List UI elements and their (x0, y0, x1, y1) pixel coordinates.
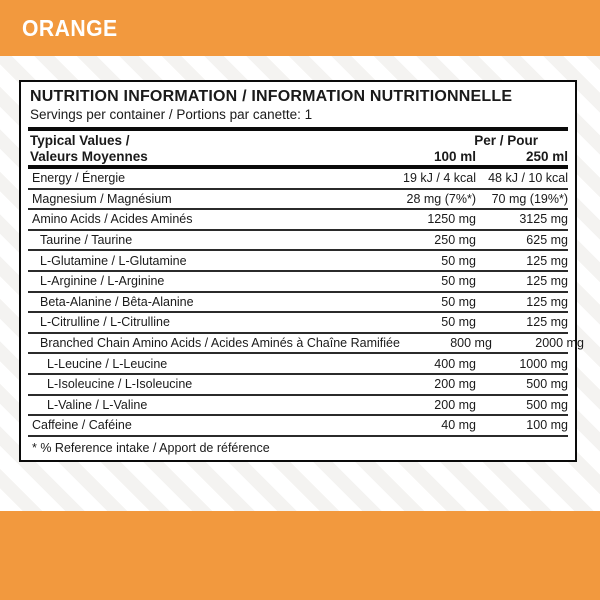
nutrition-panel (19, 80, 584, 462)
row-per100: 50 mg (441, 315, 476, 330)
table-row (28, 334, 584, 355)
row-per250: 100 mg (526, 418, 568, 433)
row-label: Taurine / Taurine (40, 233, 133, 248)
nutrient-rows (21, 169, 584, 437)
row-per100: 200 mg (434, 397, 476, 412)
unit-columns (378, 149, 568, 165)
row-per250: 48 kJ / 10 kcal (488, 171, 568, 186)
table-row (28, 375, 568, 396)
striped-background (0, 56, 600, 511)
row-per250: 70 mg (19%*) (491, 191, 568, 206)
row-label: L-Glutamine / L-Glutamine (40, 253, 187, 268)
row-per250: 3125 mg (519, 212, 568, 227)
col-250ml-label: 250 ml (525, 148, 568, 164)
row-label: Magnesium / Magnésium (32, 191, 172, 206)
flavor-band-top (0, 0, 600, 56)
row-per100: 28 mg (7%*) (406, 191, 476, 206)
typical-values-line2: Valeurs Moyennes (30, 148, 148, 164)
nutrition-panel-header (21, 82, 575, 127)
reference-intake-footnote: * % Reference intake / Apport de référence (32, 440, 270, 455)
row-label: L-Leucine / L-Leucine (47, 356, 168, 371)
col-100ml-label: 100 ml (433, 148, 476, 164)
row-per250: 500 mg (526, 397, 568, 412)
row-per250: 625 mg (526, 233, 568, 248)
table-row (28, 231, 568, 252)
row-label: Beta-Alanine / Bêta-Alanine (40, 294, 194, 309)
table-row (28, 313, 568, 334)
row-label: Caffeine / Caféine (32, 418, 132, 433)
row-label: L-Arginine / L-Arginine (40, 274, 165, 289)
row-per100: 50 mg (441, 294, 476, 309)
typical-values-line1: Typical Values / (30, 133, 130, 148)
nutrition-title: NUTRITION INFORMATION / INFORMATION NUTRITIONNELLE (30, 88, 513, 105)
row-per100: 800 mg (450, 336, 492, 351)
row-per250: 1000 mg (519, 356, 568, 371)
row-per100: 250 mg (434, 233, 476, 248)
table-row (28, 272, 568, 293)
row-per250: 125 mg (526, 253, 568, 268)
table-row (28, 396, 568, 417)
table-row (28, 293, 568, 314)
row-label: Branched Chain Amino Acids / Acides Aminés à Chaîne Ramifiée (40, 336, 400, 351)
row-per100: 400 mg (434, 356, 476, 371)
row-per100: 19 kJ / 4 kcal (403, 171, 476, 186)
row-per100: 1250 mg (427, 212, 476, 227)
flavor-name: ORANGE (22, 14, 118, 41)
table-row (28, 190, 568, 211)
row-label: L-Isoleucine / L-Isoleucine (47, 377, 193, 392)
row-label: Amino Acids / Acides Aminés (32, 212, 193, 227)
row-per100: 200 mg (434, 377, 476, 392)
servings-per-container: Servings per container / Portions par canette: 1 (30, 107, 313, 122)
per-pour-label: Per / Pour (474, 133, 538, 148)
row-per250: 125 mg (526, 315, 568, 330)
flavor-band-bottom (0, 511, 600, 600)
table-row (28, 169, 568, 190)
row-per100: 40 mg (441, 418, 476, 433)
row-per250: 125 mg (526, 294, 568, 309)
row-per250: 125 mg (526, 274, 568, 289)
table-row (28, 210, 568, 231)
typical-values-header (28, 133, 378, 164)
table-row (28, 251, 568, 272)
row-label: Energy / Énergie (32, 171, 126, 186)
table-row (28, 416, 568, 437)
row-per250: 500 mg (526, 377, 568, 392)
row-per100: 50 mg (441, 253, 476, 268)
column-header-row (21, 131, 575, 165)
per-columns-header (378, 133, 568, 164)
row-label: L-Valine / L-Valine (47, 397, 148, 412)
row-per250: 2000 mg (535, 336, 584, 351)
row-label: L-Citrulline / L-Citrulline (40, 315, 170, 330)
table-row (28, 354, 568, 375)
row-per100: 50 mg (441, 274, 476, 289)
